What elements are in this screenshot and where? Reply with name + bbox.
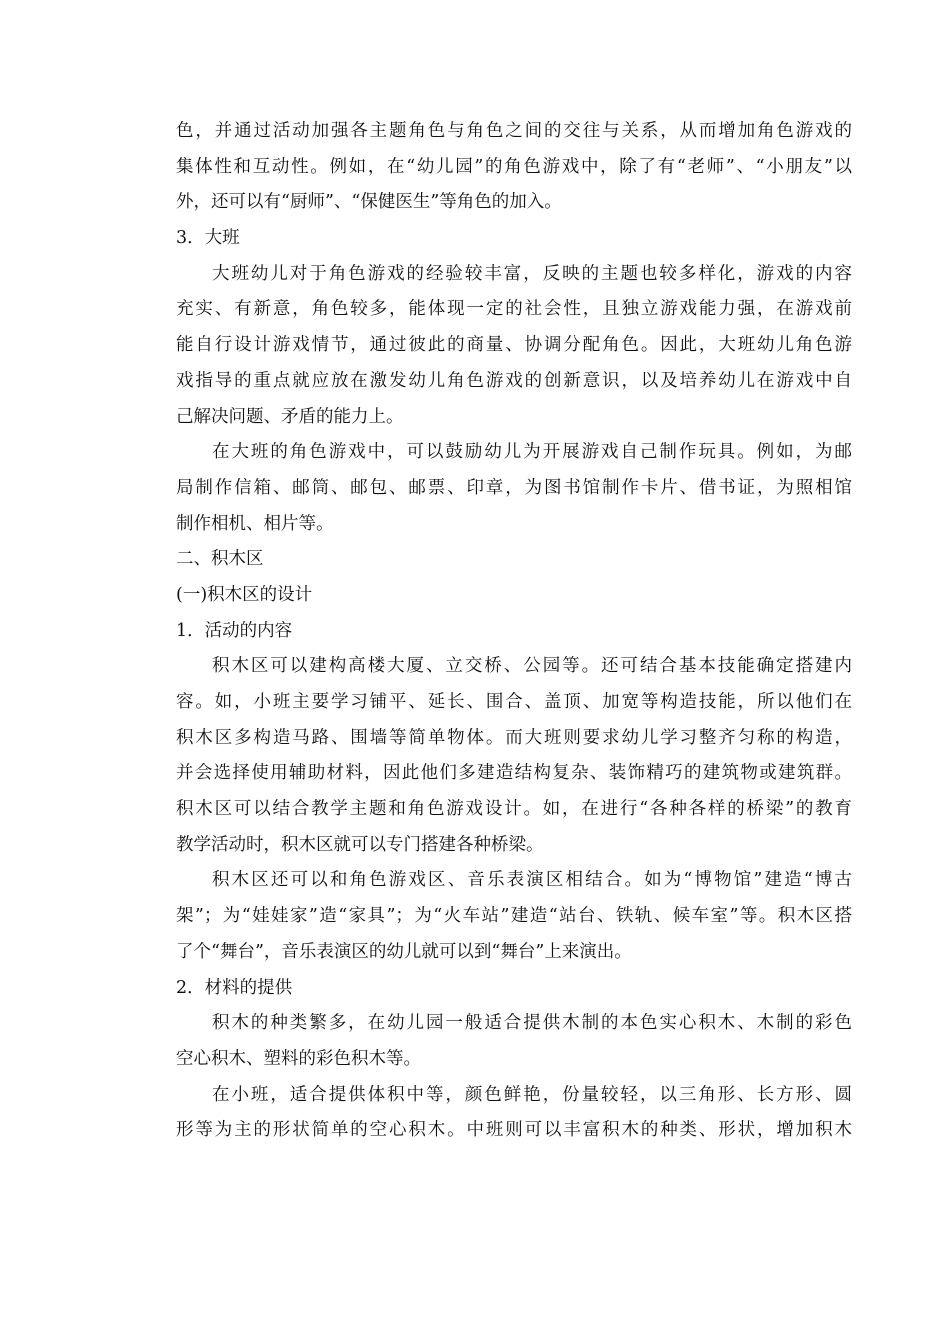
text-line: 外，还可以有“厨师”、“保健医生”等角色的加入。 — [176, 192, 562, 213]
text-line: 集体性和互动性。例如，在“幼儿园”的角色游戏中，除了有“老师”、“小朋友”以 — [176, 156, 852, 177]
text-line: 了个“舞台”，音乐表演区的幼儿就可以到“舞台”上来演出。 — [176, 941, 632, 962]
text-line: 大班幼儿对于角色游戏的经验较丰富，反映的主题也较多样化，游戏的内容 — [212, 263, 852, 284]
section-heading: 二、积木区 — [176, 549, 264, 570]
text-line: 空心积木、塑料的彩色积木等。 — [176, 1048, 421, 1069]
text-line: 积木的种类繁多，在幼儿园一般适合提供木制的本色实心积木、木制的彩色 — [212, 1013, 852, 1034]
text-line: 积木区可以建构高楼大厦、立交桥、公园等。还可结合基本技能确定搭建内 — [212, 656, 852, 677]
text-line: 并会选择使用辅助材料，因此他们多建造结构复杂、装饰精巧的建筑物或建筑群。 — [176, 763, 852, 784]
text-line: 色，并通过活动加强各主题角色与角色之间的交往与关系，从而增加角色游戏的 — [176, 121, 852, 141]
section-heading: 3．大班 — [176, 228, 240, 249]
text-line: 充实、有新意，角色较多，能体现一定的社会性，且独立游戏能力强，在游戏前 — [176, 299, 852, 320]
text-line: 制作相机、相片等。 — [176, 513, 334, 534]
text-line: 局制作信箱、邮筒、邮包、邮票、印章，为图书馆制作卡片、借书证，为照相馆 — [176, 477, 852, 498]
text-line: 积木区还可以和角色游戏区、音乐表演区相结合。如为“博物馆”建造“博古 — [212, 870, 852, 891]
text-line: 积木区多构造马路、围墙等简单物体。而大班则要求幼儿学习整齐匀称的构造， — [176, 727, 852, 748]
text-line: 形等为主的形状简单的空心积木。中班则可以丰富积木的种类、形状，增加积木 — [176, 1120, 852, 1141]
text-line: 己解决问题、矛盾的能力上。 — [176, 406, 404, 427]
subsection-heading: (一)积木区的设计 — [176, 584, 313, 605]
text-line: 戏指导的重点就应放在激发幼儿角色游戏的创新意识，以及培养幼儿在游戏中自 — [176, 370, 852, 391]
text-line: 能自行设计游戏情节，通过彼此的商量、协调分配角色。因此，大班幼儿角色游 — [176, 335, 852, 356]
text-line: 在小班，适合提供体积中等，颜色鲜艳，份量较轻，以三角形、长方形、圆 — [212, 1084, 852, 1105]
section-heading: 2．材料的提供 — [176, 977, 293, 998]
text-line: 架”；为“娃娃家”造“家具”；为“火车站”建造“站台、铁轨、候车室”等。积木区搭 — [176, 906, 852, 927]
text-line: 在大班的角色游戏中，可以鼓励幼儿为开展游戏自己制作玩具。例如，为邮 — [212, 442, 852, 463]
text-line: 教学活动时，积木区就可以专门搭建各种桥梁。 — [176, 834, 544, 855]
document-page — [176, 114, 852, 1149]
section-heading: 1．活动的内容 — [176, 620, 293, 641]
text-line: 容。如，小班主要学习铺平、延长、围合、盖顶、加宽等构造技能，所以他们在 — [176, 692, 852, 712]
text-line: 积木区可以结合教学主题和角色游戏设计。如，在进行“各种各样的桥梁”的教育 — [176, 799, 852, 820]
